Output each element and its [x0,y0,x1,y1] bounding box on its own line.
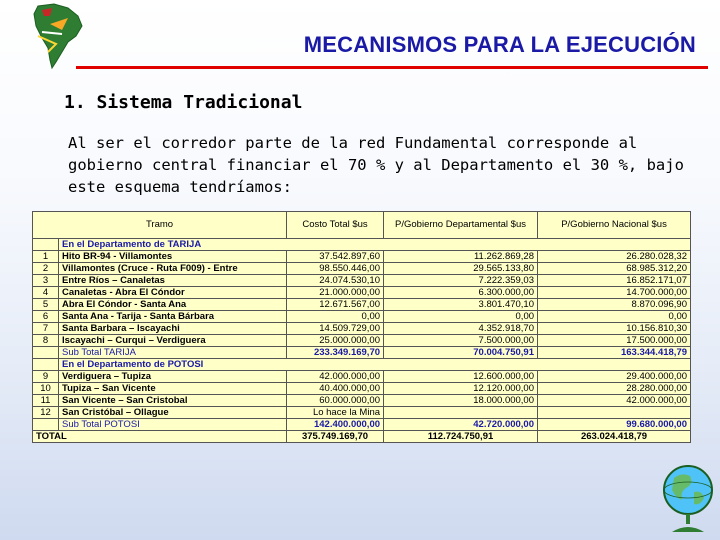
row-nac: 0,00 [538,311,691,323]
row-number: 5 [33,299,59,311]
row-dep [384,407,538,419]
row-costo-total: 40.400.000,00 [287,383,384,395]
row-nac: 29.400.000,00 [538,371,691,383]
table-header-row [33,212,691,239]
table-row [33,383,691,395]
row-tramo: Hito BR-94 - Villamontes [59,251,287,263]
row-nac: 26.280.028,32 [538,251,691,263]
row-costo-total: 12.671.567,00 [287,299,384,311]
row-tramo: Villamontes (Cruce - Ruta F009) - Entre [59,263,287,275]
table-row [33,407,691,419]
row-number: 10 [33,383,59,395]
row-nac: 16.852.171,07 [538,275,691,287]
row-nac: 42.000.000,00 [538,395,691,407]
row-dep: 11.262.869,28 [384,251,538,263]
row-number: 1 [33,251,59,263]
subtotal-row-potosi [33,419,691,431]
table-row [33,275,691,287]
subtotal-dep: 70.004.750,91 [384,347,538,359]
table-row [33,323,691,335]
row-nac: 68.985.312,20 [538,263,691,275]
potosi-rows [33,371,691,419]
table-row [33,287,691,299]
row-tramo: Santa Ana - Tarija - Santa Bárbara [59,311,287,323]
row-dep: 12.600.000,00 [384,371,538,383]
row-tramo: Santa Barbara – Iscayachi [59,323,287,335]
header-gobierno-departamental: P/Gobierno Departamental $us [384,212,538,239]
table-row [33,335,691,347]
row-number: 4 [33,287,59,299]
row-number: 8 [33,335,59,347]
table-row [33,299,691,311]
subtotal-row-tarija [33,347,691,359]
row-costo-total: 21.000.000,00 [287,287,384,299]
row-nac: 14.700.000,00 [538,287,691,299]
subtotal-nac: 163.344.418,79 [538,347,691,359]
row-tramo: Tupiza – San Vicente [59,383,287,395]
total-row [33,431,691,443]
subtotal-dep: 42.720.000,00 [384,419,538,431]
subtotal-total: 142.400.000,00 [287,419,384,431]
table-row [33,371,691,383]
header-gobierno-nacional: P/Gobierno Nacional $us [538,212,691,239]
row-tramo: San Cristóbal – Ollague [59,407,287,419]
section-row-potosi [33,359,691,371]
row-dep: 7.222.359,03 [384,275,538,287]
row-number: 6 [33,311,59,323]
row-number: 2 [33,263,59,275]
total-nac: 263.024.418,79 [538,431,691,443]
row-nac: 10.156.810,30 [538,323,691,335]
row-number: 12 [33,407,59,419]
header-costo-total: Costo Total $us [287,212,384,239]
section-row-tarija [33,239,691,251]
row-costo-total: Lo hace la Mina [287,407,384,419]
row-number: 11 [33,395,59,407]
south-america-map-icon [28,2,86,70]
row-nac: 8.870.096,90 [538,299,691,311]
title-divider [76,66,708,69]
subtotal-nac: 99.680.000,00 [538,419,691,431]
row-nac: 28.280.000,00 [538,383,691,395]
row-costo-total: 60.000.000,00 [287,395,384,407]
header-tramo: Tramo [33,212,287,239]
row-dep: 4.352.918,70 [384,323,538,335]
table-row [33,251,691,263]
row-number: 9 [33,371,59,383]
section-label: En el Departamento de POTOSI [59,359,691,371]
intro-paragraph: Al ser el corredor parte de la red Fundamental corresponde al gobierno central financiar el 70 % y al Departamento el 30 %, bajo este esquema tendríamos: [68,134,684,196]
row-costo-total: 42.000.000,00 [287,371,384,383]
row-costo-total: 37.542.897,60 [287,251,384,263]
cost-table [32,211,691,443]
row-nac: 17.500.000,00 [538,335,691,347]
row-dep: 12.120.000,00 [384,383,538,395]
row-dep: 6.300.000,00 [384,287,538,299]
globe-icon [660,462,716,534]
row-dep: 29.565.133,80 [384,263,538,275]
row-costo-total: 0,00 [287,311,384,323]
total-label: TOTAL [33,431,287,443]
table-row [33,311,691,323]
subtotal-label: Sub Total TARIJA [59,347,287,359]
total-dep: 112.724.750,91 [384,431,538,443]
row-nac [538,407,691,419]
table-row [33,263,691,275]
subtotal-label: Sub Total POTOSI [59,419,287,431]
row-number: 7 [33,323,59,335]
row-tramo: Canaletas - Abra El Cóndor [59,287,287,299]
row-dep: 7.500.000,00 [384,335,538,347]
subtotal-total: 233.349.169,70 [287,347,384,359]
page-title: MECANISMOS PARA LA EJECUCIÓN [303,32,696,57]
table-row [33,395,691,407]
row-tramo: Abra El Cóndor - Santa Ana [59,299,287,311]
row-costo-total: 14.509.729,00 [287,323,384,335]
tarija-rows [33,251,691,347]
row-number: 3 [33,275,59,287]
row-tramo: Iscayachi – Curqui – Verdiguera [59,335,287,347]
row-costo-total: 98.550.446,00 [287,263,384,275]
row-tramo: Verdiguera – Tupiza [59,371,287,383]
row-dep: 3.801.470,10 [384,299,538,311]
section-heading: 1. Sistema Tradicional [64,92,303,113]
row-tramo: San Vicente – San Cristobal [59,395,287,407]
row-dep: 0,00 [384,311,538,323]
row-costo-total: 24.074.530,10 [287,275,384,287]
section-label: En el Departamento de TARIJA [59,239,691,251]
row-tramo: Entre Ríos – Canaletas [59,275,287,287]
total-total: 375.749.169,70 [287,431,384,443]
row-costo-total: 25.000.000,00 [287,335,384,347]
row-dep: 18.000.000,00 [384,395,538,407]
